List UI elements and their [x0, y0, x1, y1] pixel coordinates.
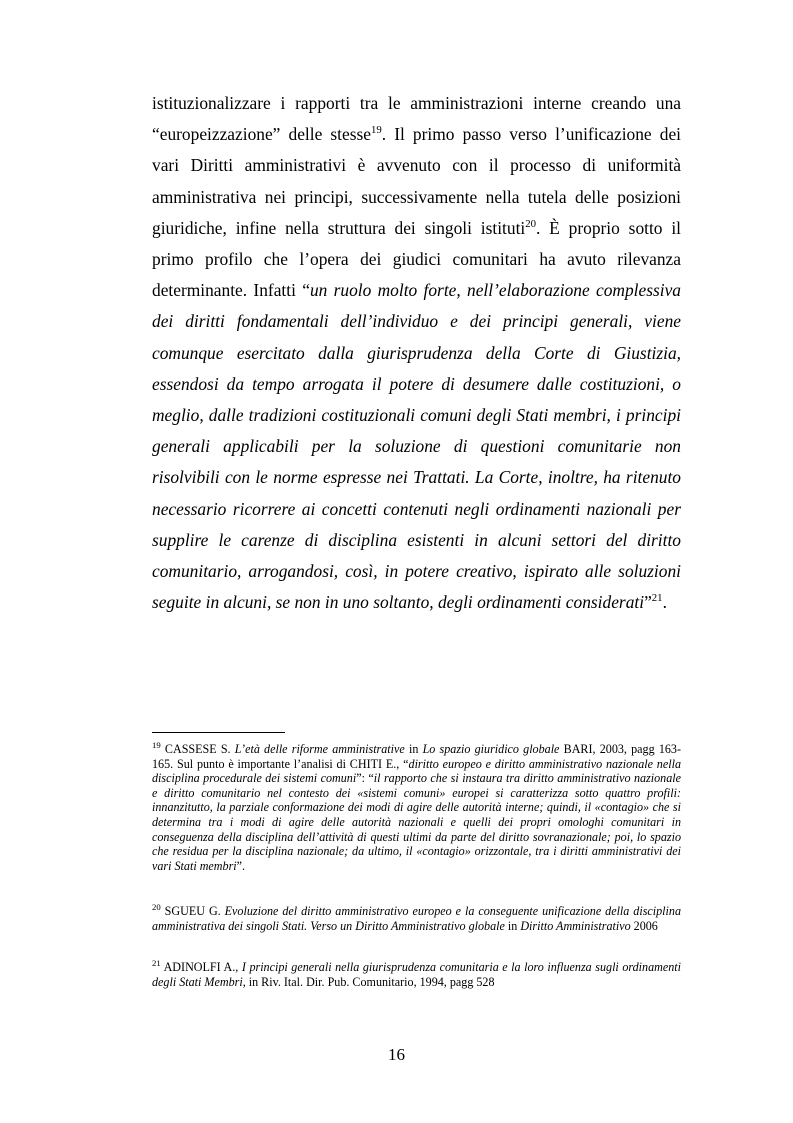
footnote-text: in Riv. Ital. Dir. Pub. Comunitario, 1994, pagg 528 — [245, 974, 495, 989]
footnote-separator — [152, 732, 285, 733]
footnote-text: ”: “ — [356, 771, 374, 786]
footnote-text: 2006 — [630, 918, 658, 933]
footnote-quote: il rapporto che si instaura tra diritto amministrativo nazionale e diritto comunitario nel contesto dei «sistemi comuni» europei si caratterizza sotto quattro profili: innanzitutto, la parziale conformazione dei modi di agire delle autorità interne; quindi, il «contagio» che si determina tra i modi di agire delle autorità nazionali e quelli dei propri omologhi comunitari in conseguenza della disciplina dell’attività di questi ultimi da parte del diritto sovranazionale; poi, lo spazio che residua per la disciplina nazionale; da ultimo, il «contagio» orizzontale, tra i diritti amministrativi dei vari Stati membri — [152, 771, 681, 873]
footnote-text: CASSESE S. — [160, 742, 235, 756]
footnote-title: L’età delle riforme amministrative — [234, 742, 405, 756]
footnote-title: I principi generali nella giurisprudenza comunitaria e la loro influenza sugli ordinamenti degli Stati Membri, — [152, 960, 681, 989]
body-text-segment: . Il primo passo verso l’unificazione dei vari Diritti amministrativi è avvenuto con il processo di uniformità amministrativa nei principi, successivamente nella tutela delle posizioni giuridiche, infine nella struttura dei singoli istituti — [152, 124, 681, 238]
closing-quote: ” — [644, 592, 652, 613]
footnote-text: in — [404, 742, 423, 756]
footnote-text: ADINOLFI A., — [160, 960, 242, 974]
footnote-title: Evoluzione del diritto amministrativo europeo e la conseguente unificazione della disciplina amministrativa dei singoli Stati. Verso un Diritto Amministrativo globale — [152, 904, 681, 933]
footnote-text: ”. — [236, 858, 246, 873]
footnote-text: BARI, 2003, pagg 163-165. Sul punto è importante l’analisi di CHITI E., “ — [152, 742, 681, 771]
body-text-segment: istituzionalizzare i rapporti tra le amministrazioni interne creando una “europeizzazione” delle stesse — [152, 93, 681, 145]
body-paragraph — [152, 88, 681, 618]
body-text-end: . — [662, 592, 667, 613]
footnote-text: SGUEU G. — [160, 904, 225, 918]
footnote-number: 20 — [152, 901, 161, 912]
footnote-text: in — [504, 918, 521, 933]
footnote-19 — [152, 739, 681, 873]
footnote-number: 21 — [152, 957, 161, 968]
footnote-21 — [152, 957, 681, 989]
footnote-title: Lo spazio giuridico globale — [422, 742, 560, 756]
footnote-ref-20[interactable]: 20 — [525, 218, 536, 231]
footnote-title: Diritto Amministrativo — [520, 918, 631, 933]
footnote-ref-19[interactable]: 19 — [370, 124, 382, 137]
footnote-ref-21[interactable]: 21 — [651, 592, 663, 605]
footnote-number: 19 — [152, 739, 161, 750]
page-number: 16 — [388, 1045, 405, 1064]
quoted-passage: un ruolo molto forte, nell’elaborazione complessiva dei diritti fondamentali dell’individuo e dei principi generali, viene comunque esercitato dalla giurisprudenza della Corte di Giustizia, essendosi da tempo arrogata il potere di desumere dalle costituzioni, o meglio, dalle tradizioni costituzionali comuni degli Stati membri, i principi generali applicabili per la soluzione di questioni comunitarie non risolvibili con le norme espresse nei Trattati. La Corte, inoltre, ha ritenuto necessario ricorrere ai concetti contenuti negli ordinamenti nazionali per supplire le carenze di disciplina esistenti in alcuni settori del diritto comunitario, arrogandosi, così, in potere creativo, ispirato alle soluzioni seguite in alcuni, se non in uno soltanto, degli ordinamenti considerati — [152, 280, 681, 613]
footnote-20 — [152, 901, 681, 933]
footnote-title: diritto europeo e diritto amministrativo nazionale nella disciplina procedurale dei sistemi comuni — [152, 756, 681, 786]
body-text-segment: . È proprio sotto il primo profilo che l’opera dei giudici comunitari ha avuto rilevanza determinante. Infatti “ — [152, 217, 681, 301]
